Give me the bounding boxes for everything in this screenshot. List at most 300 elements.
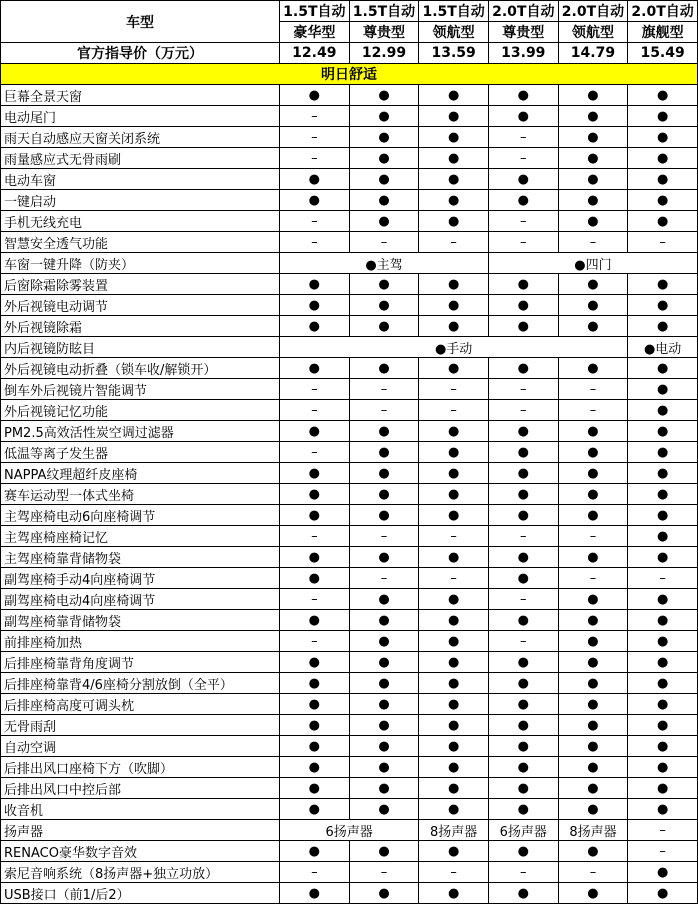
feature-value: ● — [628, 169, 698, 190]
feature-row — [1, 442, 698, 463]
header-title: 车型 — [1, 1, 280, 43]
feature-value: ● — [419, 442, 489, 463]
feature-value: ● — [558, 736, 628, 757]
feature-value: ● — [280, 736, 350, 757]
feature-value: – — [628, 820, 698, 841]
feature-value: – — [488, 631, 558, 652]
feature-value: ● — [628, 589, 698, 610]
feature-value: – — [280, 127, 350, 148]
feature-name: 雨天自动感应天窗关闭系统 — [1, 127, 280, 148]
feature-row — [1, 274, 698, 295]
feature-value: ● — [280, 883, 350, 904]
feature-value: ● — [349, 631, 419, 652]
feature-row — [1, 862, 698, 883]
feature-value: ● — [349, 421, 419, 442]
feature-value: – — [488, 400, 558, 421]
feature-value: ● — [558, 883, 628, 904]
feature-value: ● — [349, 736, 419, 757]
feature-name: 副驾座椅手动4向座椅调节 — [1, 568, 280, 589]
feature-value: ● — [280, 484, 350, 505]
feature-row — [1, 841, 698, 862]
feature-value: ● — [628, 106, 698, 127]
feature-value: ● — [488, 484, 558, 505]
feature-value: ● — [280, 463, 350, 484]
feature-name: 一键启动 — [1, 190, 280, 211]
feature-name: 智慧安全透气功能 — [1, 232, 280, 253]
version-trim: 尊贵型 — [488, 22, 558, 43]
feature-row — [1, 358, 698, 379]
feature-value: ● — [419, 652, 489, 673]
feature-value: ● — [280, 715, 350, 736]
feature-value: ● — [558, 841, 628, 862]
feature-name: 后排座椅高度可调头枕 — [1, 694, 280, 715]
feature-value: ● — [628, 190, 698, 211]
feature-row — [1, 568, 698, 589]
feature-value: – — [488, 232, 558, 253]
feature-value: ● — [558, 274, 628, 295]
feature-value: ● — [280, 778, 350, 799]
feature-value: – — [349, 568, 419, 589]
feature-row — [1, 526, 698, 547]
feature-name: 无骨雨刮 — [1, 715, 280, 736]
feature-value: ● — [419, 421, 489, 442]
feature-value: ● — [488, 85, 558, 106]
feature-value: ● — [628, 211, 698, 232]
feature-row — [1, 232, 698, 253]
feature-value: – — [280, 148, 350, 169]
feature-value: ● — [488, 694, 558, 715]
feature-name: 后排出风口座椅下方（吹脚） — [1, 757, 280, 778]
feature-name: 后排座椅靠背角度调节 — [1, 652, 280, 673]
feature-value: ● — [349, 484, 419, 505]
feature-value: ● — [558, 421, 628, 442]
feature-value: ● — [419, 148, 489, 169]
version-engine: 1.5T自动 — [349, 1, 419, 22]
feature-row — [1, 169, 698, 190]
feature-name: 后排出风口中控后部 — [1, 778, 280, 799]
feature-name: 索尼音响系统（8扬声器+独立功放） — [1, 862, 280, 883]
feature-row — [1, 295, 698, 316]
feature-value: ● — [488, 799, 558, 820]
feature-value: ● — [628, 358, 698, 379]
feature-row — [1, 673, 698, 694]
feature-name: 后窗除霜除雾装置 — [1, 274, 280, 295]
price-value: 14.79 — [558, 43, 628, 64]
feature-value: – — [558, 232, 628, 253]
feature-row — [1, 253, 698, 274]
feature-value: ● — [488, 442, 558, 463]
feature-value: ● — [628, 631, 698, 652]
feature-value: ● — [349, 295, 419, 316]
feature-value: ● — [558, 757, 628, 778]
feature-value: ● — [280, 169, 350, 190]
feature-value: ● — [349, 505, 419, 526]
feature-value: – — [488, 127, 558, 148]
feature-value: – — [488, 379, 558, 400]
feature-row — [1, 778, 698, 799]
feature-name: 电动车窗 — [1, 169, 280, 190]
feature-value: ● — [419, 127, 489, 148]
feature-value: ● — [628, 316, 698, 337]
feature-value: ● — [558, 127, 628, 148]
feature-value: – — [488, 589, 558, 610]
feature-row — [1, 211, 698, 232]
feature-value: – — [419, 862, 489, 883]
feature-value: ● — [349, 442, 419, 463]
feature-value: – — [558, 568, 628, 589]
feature-value: ● — [558, 169, 628, 190]
feature-row — [1, 820, 698, 841]
feature-value: ● — [488, 190, 558, 211]
feature-value: ● — [419, 799, 489, 820]
feature-value: – — [280, 106, 350, 127]
feature-value: – — [419, 400, 489, 421]
feature-value: ● — [558, 463, 628, 484]
price-value: 12.99 — [349, 43, 419, 64]
feature-row — [1, 610, 698, 631]
feature-value: – — [419, 232, 489, 253]
feature-value: ● — [419, 274, 489, 295]
feature-row — [1, 421, 698, 442]
feature-value: ● — [628, 127, 698, 148]
feature-value: ● — [628, 673, 698, 694]
feature-row — [1, 379, 698, 400]
feature-value: ● — [280, 568, 350, 589]
feature-value: 8扬声器 — [558, 820, 628, 841]
feature-value: – — [419, 568, 489, 589]
feature-name: PM2.5高效活性炭空调过滤器 — [1, 421, 280, 442]
feature-value: ●主驾 — [280, 253, 489, 274]
feature-row — [1, 127, 698, 148]
feature-value: ● — [558, 316, 628, 337]
feature-value: ● — [419, 547, 489, 568]
feature-value: ● — [280, 190, 350, 211]
feature-name: 副驾座椅靠背储物袋 — [1, 610, 280, 631]
feature-row — [1, 85, 698, 106]
feature-name: 外后视镜记忆功能 — [1, 400, 280, 421]
feature-value: – — [419, 379, 489, 400]
version-engine: 2.0T自动 — [488, 1, 558, 22]
feature-value: ● — [488, 274, 558, 295]
feature-value: ● — [488, 358, 558, 379]
feature-value: ● — [349, 169, 419, 190]
feature-value: – — [628, 841, 698, 862]
price-label: 官方指导价（万元） — [1, 43, 280, 64]
feature-row — [1, 883, 698, 904]
feature-value: ● — [349, 106, 419, 127]
feature-value: ● — [558, 358, 628, 379]
feature-value: – — [488, 148, 558, 169]
feature-name: 副驾座椅电动4向座椅调节 — [1, 589, 280, 610]
feature-value: ● — [349, 190, 419, 211]
feature-value: – — [488, 862, 558, 883]
feature-value: ● — [419, 505, 489, 526]
feature-value: ● — [419, 736, 489, 757]
feature-row — [1, 337, 698, 358]
feature-name: 雨量感应式无骨雨刷 — [1, 148, 280, 169]
price-value: 15.49 — [628, 43, 698, 64]
feature-value: ● — [488, 505, 558, 526]
feature-value: ● — [419, 190, 489, 211]
feature-name: 倒车外后视镜片智能调节 — [1, 379, 280, 400]
feature-value: ● — [349, 673, 419, 694]
feature-value: – — [349, 862, 419, 883]
feature-value: ● — [419, 883, 489, 904]
feature-value: ● — [558, 631, 628, 652]
version-trim: 豪华型 — [280, 22, 350, 43]
feature-value: ● — [558, 211, 628, 232]
feature-value: ● — [628, 736, 698, 757]
feature-value: ● — [628, 883, 698, 904]
feature-row — [1, 484, 698, 505]
feature-value: ● — [628, 778, 698, 799]
feature-row — [1, 547, 698, 568]
feature-row — [1, 694, 698, 715]
feature-value: ● — [419, 589, 489, 610]
feature-value: – — [558, 379, 628, 400]
feature-value: – — [558, 526, 628, 547]
feature-row — [1, 106, 698, 127]
feature-row — [1, 316, 698, 337]
feature-row — [1, 736, 698, 757]
feature-value: 6扬声器 — [488, 820, 558, 841]
feature-value: ● — [349, 757, 419, 778]
feature-value: ● — [628, 799, 698, 820]
price-value: 13.99 — [488, 43, 558, 64]
feature-value: ● — [349, 316, 419, 337]
feature-row — [1, 190, 698, 211]
section-row — [1, 64, 698, 85]
feature-value: ● — [558, 715, 628, 736]
feature-value: ● — [280, 799, 350, 820]
feature-value: ● — [628, 652, 698, 673]
feature-value: ● — [628, 715, 698, 736]
feature-row — [1, 505, 698, 526]
feature-value: ● — [280, 673, 350, 694]
version-trim: 尊贵型 — [349, 22, 419, 43]
feature-value: – — [628, 568, 698, 589]
feature-value: ● — [280, 841, 350, 862]
feature-row — [1, 463, 698, 484]
feature-row — [1, 589, 698, 610]
feature-value: ● — [558, 505, 628, 526]
feature-name: 扬声器 — [1, 820, 280, 841]
version-engine: 1.5T自动 — [419, 1, 489, 22]
feature-value: ● — [628, 274, 698, 295]
feature-value: ● — [419, 631, 489, 652]
feature-value: – — [349, 232, 419, 253]
feature-name: 内后视镜防眩目 — [1, 337, 280, 358]
version-trim: 旗舰型 — [628, 22, 698, 43]
version-engine: 2.0T自动 — [558, 1, 628, 22]
feature-value: ● — [628, 694, 698, 715]
feature-value: ● — [628, 484, 698, 505]
feature-value: ● — [628, 295, 698, 316]
feature-row — [1, 757, 698, 778]
feature-value: – — [280, 232, 350, 253]
feature-value: – — [349, 379, 419, 400]
feature-row — [1, 148, 698, 169]
feature-value: ● — [280, 694, 350, 715]
feature-value: ● — [349, 589, 419, 610]
feature-value: ● — [280, 316, 350, 337]
feature-value: ● — [280, 505, 350, 526]
section-title: 明日舒适 — [1, 64, 698, 85]
feature-value: ● — [349, 799, 419, 820]
feature-value: ● — [628, 379, 698, 400]
feature-name: 外后视镜电动调节 — [1, 295, 280, 316]
feature-value: ● — [280, 358, 350, 379]
feature-value: ● — [628, 526, 698, 547]
price-value: 12.49 — [280, 43, 350, 64]
feature-value: ● — [558, 190, 628, 211]
feature-value: ● — [488, 841, 558, 862]
feature-value: ●四门 — [488, 253, 697, 274]
feature-value: ● — [419, 715, 489, 736]
feature-name: USB接口（前1/后2） — [1, 883, 280, 904]
feature-name: 车窗一键升降（防夹） — [1, 253, 280, 274]
feature-name: 赛车运动型一体式坐椅 — [1, 484, 280, 505]
feature-value: ● — [349, 694, 419, 715]
feature-value: ● — [349, 778, 419, 799]
feature-value: ● — [419, 673, 489, 694]
feature-value: – — [419, 526, 489, 547]
feature-value: – — [280, 442, 350, 463]
feature-value: – — [280, 862, 350, 883]
feature-value: ● — [488, 673, 558, 694]
feature-value: – — [349, 526, 419, 547]
feature-value: ● — [419, 211, 489, 232]
feature-value: ● — [558, 547, 628, 568]
feature-value: ● — [349, 883, 419, 904]
feature-value: ● — [280, 295, 350, 316]
feature-row — [1, 631, 698, 652]
feature-value: ● — [349, 358, 419, 379]
feature-name: 前排座椅加热 — [1, 631, 280, 652]
feature-name: 自动空调 — [1, 736, 280, 757]
feature-value: ● — [628, 610, 698, 631]
feature-value: ● — [488, 106, 558, 127]
feature-name: 巨幕全景天窗 — [1, 85, 280, 106]
feature-value: ● — [488, 421, 558, 442]
feature-value: ● — [558, 694, 628, 715]
feature-name: 低温等离子发生器 — [1, 442, 280, 463]
feature-value: ● — [628, 463, 698, 484]
feature-value: ● — [558, 85, 628, 106]
feature-value: ● — [419, 169, 489, 190]
feature-value: ● — [349, 652, 419, 673]
feature-value: ● — [628, 442, 698, 463]
feature-value: ● — [488, 736, 558, 757]
feature-value: ● — [419, 463, 489, 484]
feature-value: ● — [558, 442, 628, 463]
feature-value: ● — [349, 463, 419, 484]
feature-value: ● — [419, 694, 489, 715]
feature-value: ● — [628, 85, 698, 106]
feature-value: 8扬声器 — [419, 820, 489, 841]
feature-value: ● — [280, 610, 350, 631]
feature-name: 外后视镜除霜 — [1, 316, 280, 337]
feature-value: ● — [558, 148, 628, 169]
feature-value: ● — [628, 400, 698, 421]
feature-value: ● — [558, 106, 628, 127]
feature-name: 电动尾门 — [1, 106, 280, 127]
feature-name: RENACO豪华数字音效 — [1, 841, 280, 862]
feature-value: ● — [558, 295, 628, 316]
feature-value: – — [558, 862, 628, 883]
feature-value: ● — [349, 274, 419, 295]
feature-value: – — [280, 400, 350, 421]
version-trim: 领航型 — [419, 22, 489, 43]
feature-value: – — [280, 211, 350, 232]
feature-value: ● — [488, 169, 558, 190]
feature-value: ● — [280, 757, 350, 778]
feature-row — [1, 652, 698, 673]
feature-value: – — [280, 379, 350, 400]
feature-value: ● — [419, 316, 489, 337]
feature-value: ● — [280, 85, 350, 106]
feature-value: ● — [419, 358, 489, 379]
feature-value: ● — [628, 505, 698, 526]
feature-value: ● — [628, 757, 698, 778]
feature-value: – — [488, 526, 558, 547]
feature-value: ● — [628, 148, 698, 169]
feature-value: ● — [419, 757, 489, 778]
feature-value: ● — [349, 715, 419, 736]
feature-name: 主驾座椅电动6向座椅调节 — [1, 505, 280, 526]
feature-name: 后排座椅靠背4/6座椅分割放倒（全平） — [1, 673, 280, 694]
price-row — [1, 43, 698, 64]
feature-value: ● — [349, 610, 419, 631]
feature-name: 主驾座椅靠背储物袋 — [1, 547, 280, 568]
feature-value: ● — [419, 295, 489, 316]
feature-value: ● — [558, 652, 628, 673]
feature-value: ● — [488, 316, 558, 337]
feature-value: ● — [488, 652, 558, 673]
feature-value: ● — [628, 421, 698, 442]
version-engine: 1.5T自动 — [280, 1, 350, 22]
feature-value: ●电动 — [628, 337, 698, 358]
feature-value: ● — [349, 127, 419, 148]
version-trim: 领航型 — [558, 22, 628, 43]
feature-value: ● — [558, 673, 628, 694]
feature-value: – — [280, 631, 350, 652]
feature-value: ● — [558, 589, 628, 610]
feature-value: ● — [349, 841, 419, 862]
feature-name: 手机无线充电 — [1, 211, 280, 232]
feature-name: 收音机 — [1, 799, 280, 820]
feature-name: 外后视镜电动折叠（锁车收/解锁开） — [1, 358, 280, 379]
feature-value: – — [280, 589, 350, 610]
feature-value: – — [280, 526, 350, 547]
feature-value: ● — [280, 274, 350, 295]
feature-value: ● — [488, 757, 558, 778]
feature-row — [1, 400, 698, 421]
header-row-engine — [1, 1, 698, 22]
feature-value: ● — [349, 547, 419, 568]
feature-value: ● — [488, 778, 558, 799]
feature-name: NAPPA纹理超纤皮座椅 — [1, 463, 280, 484]
feature-value: ● — [488, 715, 558, 736]
feature-value: – — [558, 400, 628, 421]
feature-value: ● — [488, 883, 558, 904]
feature-row — [1, 799, 698, 820]
feature-value: ● — [488, 568, 558, 589]
price-value: 13.59 — [419, 43, 489, 64]
feature-value: 6扬声器 — [280, 820, 419, 841]
feature-value: ● — [419, 85, 489, 106]
feature-value: ● — [280, 421, 350, 442]
